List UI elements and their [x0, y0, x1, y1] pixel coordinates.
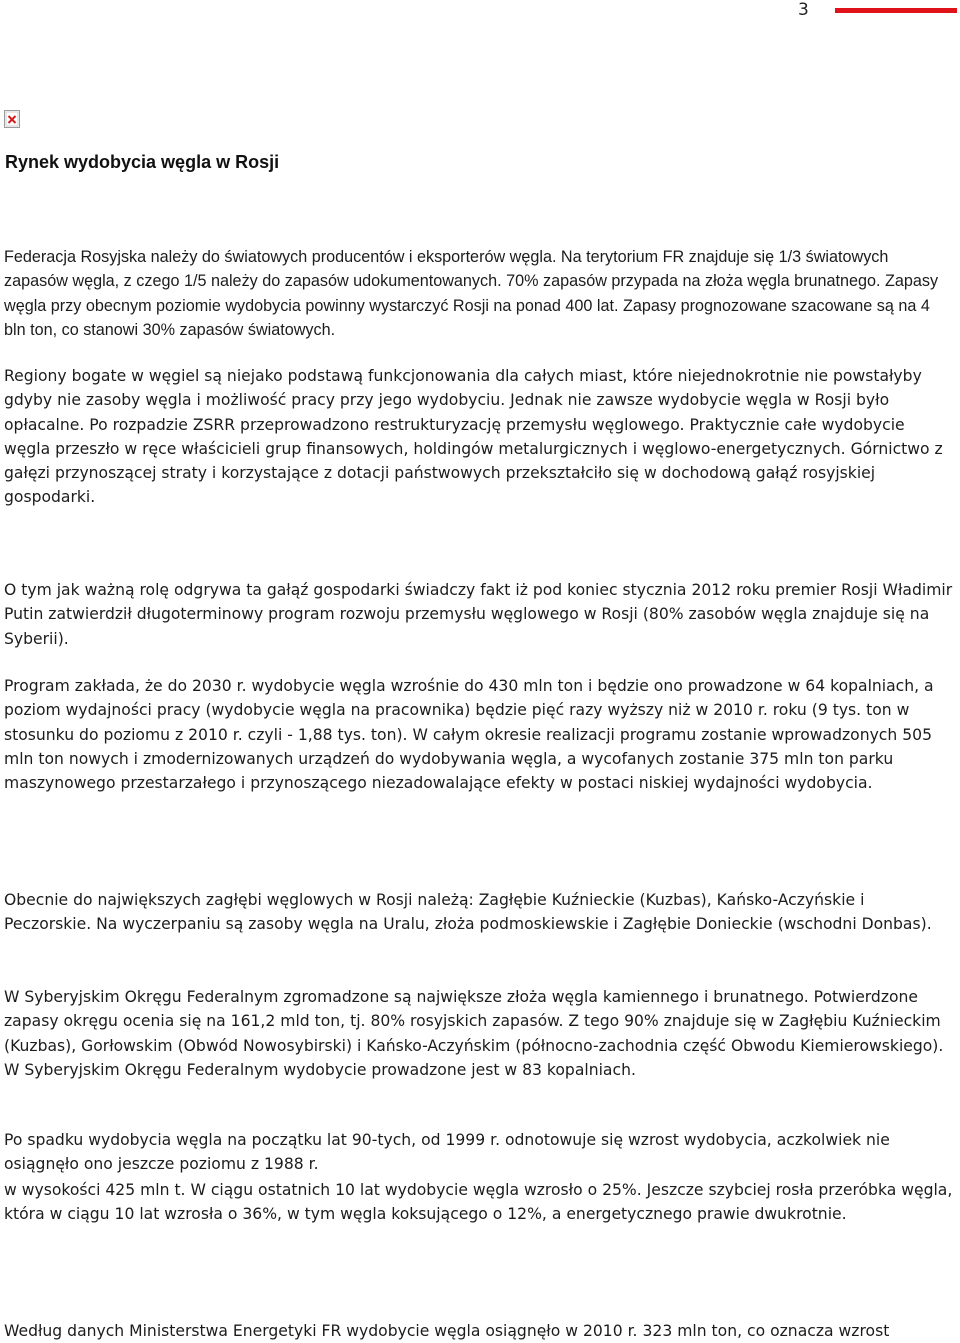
header-accent-rule	[835, 8, 957, 13]
article-title: Rynek wydobycia węgla w Rosji	[5, 152, 280, 172]
page-number: 3	[798, 0, 809, 20]
paragraph-production-growth: w wysokości 425 mln t. W ciągu ostatnich 10 lat wydobycie węgla wzrosło o 25%. Jeszcze szybciej rosła przeróbka węgla, która w ciągu 10 lat wzrosła o 36%, w tym węgla koksującego o 12%, a energetycznego prawie dwukrotnie.	[4, 1181, 953, 1224]
paragraph-production-decline: Po spadku wydobycia węgla na początku lat 90-tych, od 1999 r. odnotowuje się wzrost wydobycia, aczkolwiek nie osiągnęło ono jeszcze poziomu z 1988 r.	[4, 1131, 890, 1174]
paragraph-siberian-district: W Syberyjskim Okręgu Federalnym zgromadzone są największe złoża węgla kamiennego i brunatnego. Potwierdzone zapasy okręgu ocenia się na 161,2 mld ton, tj. 80% rosyjskich zapasów. Z tego 90% znajduje się w Zagłębiu Kuźnieckim (Kuzbas), Gorłowskim (Obwód Nowosybirski) i Kańsko-Aczyńskim (północno-zachodnia część Obwodu Kiemierowskiego). W Syberyjskim Okręgu Federalnym wydobycie prowadzone jest w 83 kopalniach.	[4, 988, 944, 1079]
paragraph-coal-basins: Obecnie do największych zagłębi węglowych w Rosji należą: Zagłębie Kuźnieckie (Kuzbas), Kańsko-Aczyńskie i Peczorskie. Na wyczerpaniu są zasoby węgla na Uralu, złoża podmoskiewskie i Zagłębie Donieckie (wschodni Donbas).	[4, 891, 932, 934]
paragraph-ministry-data: Według danych Ministerstwa Energetyki FR wydobycie węgla osiągnęło w 2010 r. 323 mln ton, co oznacza wzrost	[4, 1322, 890, 1340]
broken-image-icon	[4, 110, 20, 128]
paragraph-program-2030: Program zakłada, że do 2030 r. wydobycie węgla wzrośnie do 430 mln ton i będzie ono prowadzone w 64 kopalniach, a poziom wydajności pracy (wydobycie węgla na pracownika) będzie pięć razy wyższy niż w 2010 r. roku (9 tys. ton w stosunku do poziomu z 2010 r. czyli - 1,88 tys. ton). W całym okresie realizacji programu zostanie wprowadzonych 505 mln ton nowych i zmodernizowanych urządzeń do wydobywania węgla, a wycofanych zostanie 375 mln ton parku maszynowego przestarzałego i przynoszącego niezadowalające efekty w postaci niskiej wydajności wydobycia.	[4, 677, 934, 793]
paragraph-long-term-program: O tym jak ważną rolę odgrywa ta gałąź gospodarki świadczy fakt iż pod koniec stycznia 2012 roku premier Rosji Władimir Putin zatwierdził długoterminowy program rozwoju przemysłu węglowego w Rosji (80% zasobów węgla znajduje się na Syberii).	[4, 581, 953, 648]
paragraph-coal-reserves: Federacja Rosyjska należy do światowych producentów i eksporterów węgla. Na terytorium FR znajduje się 1/3 światowych zapasów węgla, z czego 1/5 należy do zapasów udokumentowanych. 70% zapasów przypada na złoża węgla brunatnego. Zapasy węgla przy obecnym poziomie wydobycia powinny wystarczyć Rosji na ponad 400 lat. Zapasy prognozowane szacowane są na 4 bln ton, co stanowi 30% zapasów światowych.	[4, 248, 939, 339]
paragraph-coal-regions: Regiony bogate w węgiel są niejako podstawą funkcjonowania dla całych miast, które niejednokrotnie nie powstałyby gdyby nie zasoby węgla i możliwość pracy przy jego wydobyciu. Jednak nie zawsze wydobycie węgla w Rosji było opłacalne. Po rozpadzie ZSRR przeprowadzono restrukturyzację przemysłu węglowego. Praktycznie całe wydobycie węgla przeszło w ręce właścicieli grup finansowych, holdingów metalurgicznych i węglowo-energetycznych. Górnictwo z gałęzi przynoszącej straty i korzystające z dotacji państwowych przekształciło się w dochodową gałąź rosyjskiej gospodarki.	[4, 367, 943, 507]
